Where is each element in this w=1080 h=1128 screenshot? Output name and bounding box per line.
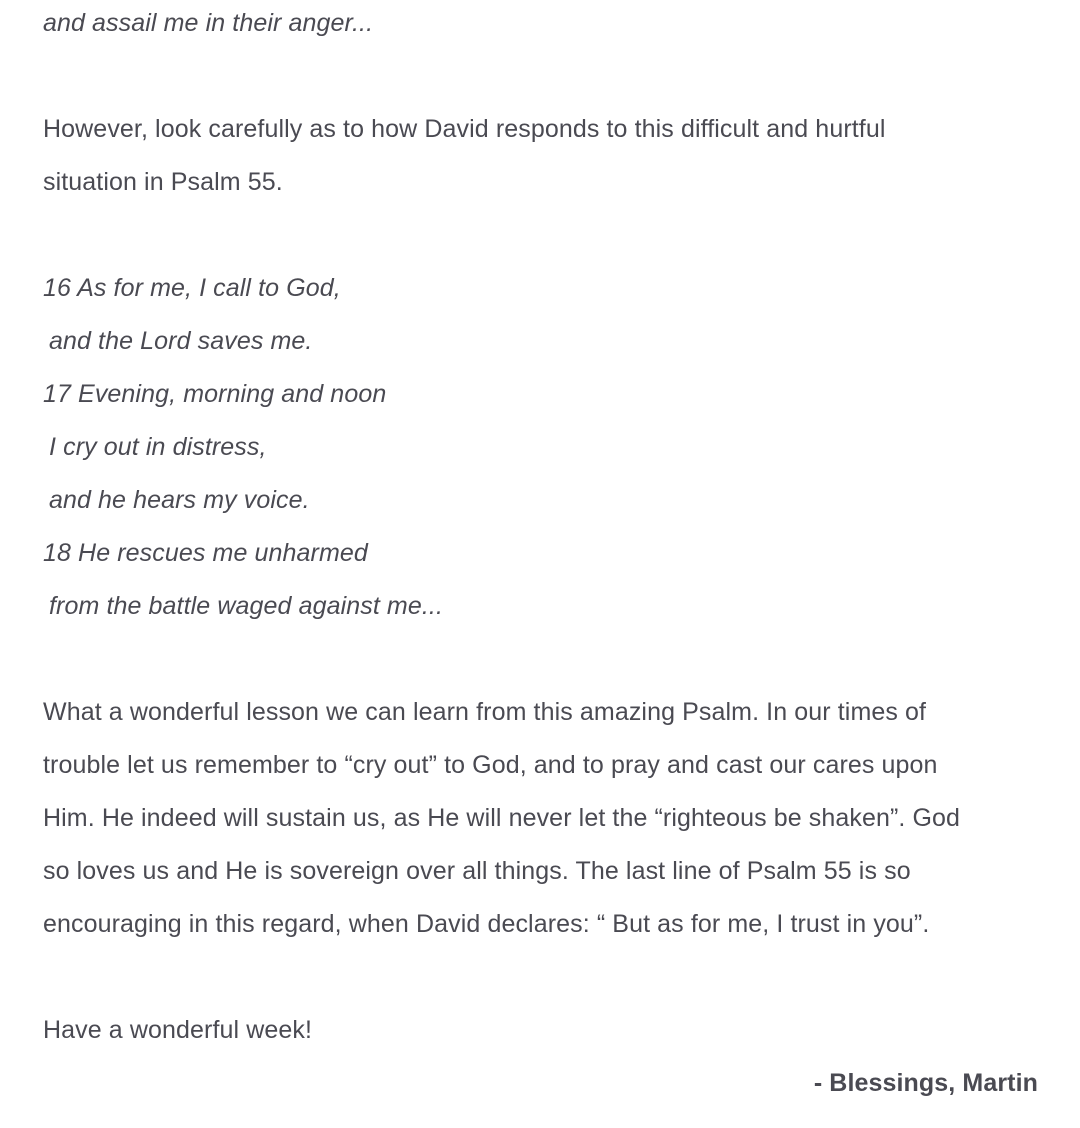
verse-line: 16 As for me, I call to God,	[43, 274, 341, 302]
verse-line: and he hears my voice.	[49, 486, 310, 514]
verse-line: 17 Evening, morning and noon	[43, 380, 387, 408]
signature: - Blessings, Martin	[813, 1069, 1038, 1097]
devotional-article	[43, 0, 1038, 1110]
paragraph-gap	[43, 50, 1038, 103]
verse-line: I cry out in distress,	[49, 433, 267, 461]
verse-line: from the battle waged against me...	[49, 592, 443, 620]
paragraph-line: trouble let us remember to “cry out” to God, and to pray and cast our cares upon	[43, 751, 938, 779]
paragraph-gap	[43, 209, 1038, 262]
paragraph-line: What a wonderful lesson we can learn from this amazing Psalm. In our times of	[43, 698, 927, 726]
paragraph-gap	[43, 633, 1038, 686]
verse-line: and assail me in their anger...	[43, 9, 374, 37]
paragraph-response-intro	[43, 103, 1038, 209]
paragraph-line: so loves us and He is sovereign over all things. The last line of Psalm 55 is so	[43, 857, 911, 885]
paragraph-line: situation in Psalm 55.	[43, 168, 283, 196]
paragraph-line: Him. He indeed will sustain us, as He will never let the “righteous be shaken”. God	[43, 804, 961, 832]
closing-line: Have a wonderful week!	[43, 1016, 313, 1044]
paragraph-line: encouraging in this regard, when David declares: “ But as for me, I trust in you”.	[43, 910, 930, 938]
paragraph-gap	[43, 951, 1038, 1004]
verse-line: 18 He rescues me unharmed	[43, 539, 368, 567]
paragraph-line: However, look carefully as to how David responds to this difficult and hurtful	[43, 115, 886, 143]
verse-line: and the Lord saves me.	[49, 327, 313, 355]
paragraph-lesson	[43, 686, 1038, 951]
psalm-quote	[43, 262, 1038, 633]
